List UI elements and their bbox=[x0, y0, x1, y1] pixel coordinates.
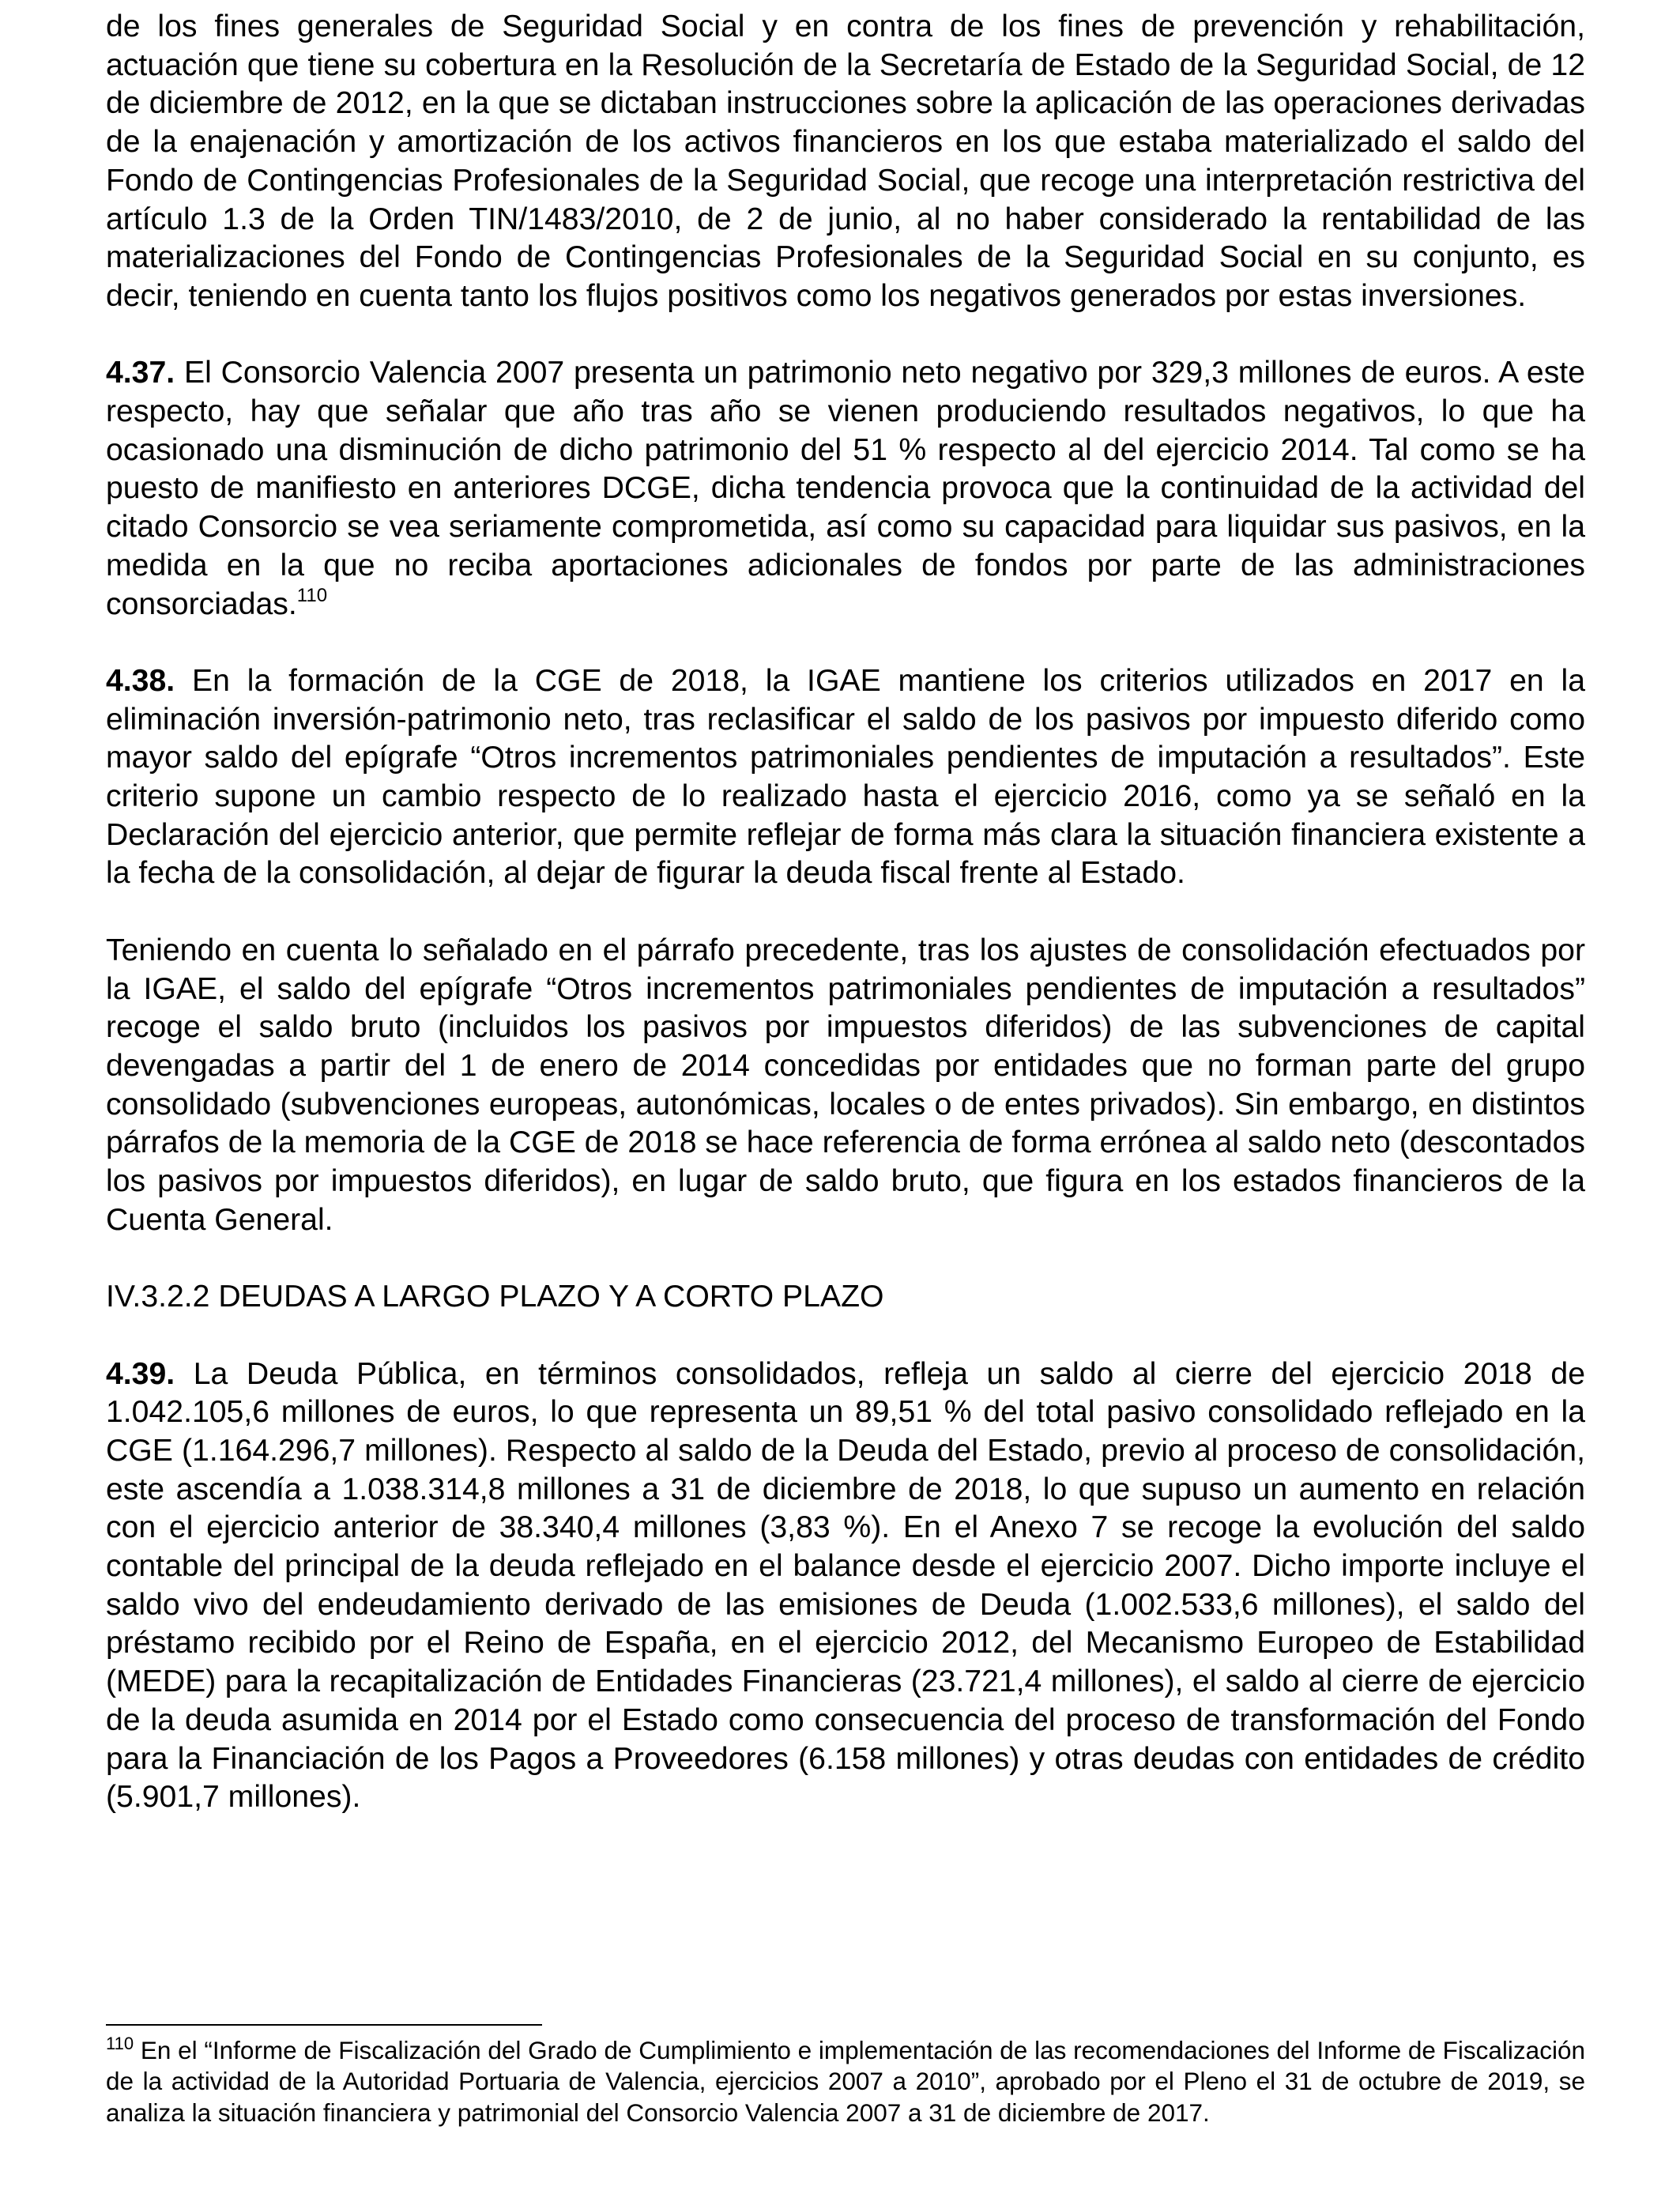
paragraph-4-38 bbox=[106, 662, 1585, 893]
paragraph-intro bbox=[106, 8, 1585, 316]
section-heading: IV.3.2.2 DEUDAS A LARGO PLAZO Y A CORTO PLAZO bbox=[106, 1280, 884, 1314]
paragraph-gap bbox=[106, 316, 1585, 355]
footnote-reference[interactable]: 110 bbox=[296, 584, 328, 606]
paragraph-gap bbox=[106, 893, 1585, 932]
document-body bbox=[106, 8, 1585, 1817]
paragraph-intro-text: de los fines generales de Seguridad Social y en contra de los fines de prevención y rehabilitación, actuación que tiene su cobertura en la Resolución de la Secretaría de Estado de la Seguridad Social, de 12 de diciembre de 2012, en la que se dictaban instrucciones sobre la aplicación de las operaciones derivadas de la enajenación y amortización de los activos financieros en los que estaba materializado el saldo del Fondo de Contingencias Profesionales de la Seguridad Social, que recoge una interpretación restrictiva del artículo 1.3 de la Orden TIN/1483/2010, de 2 de junio, al no haber considerado la rentabilidad de las materializaciones del Fondo de Contingencias Profesionales de la Seguridad Social en su conjunto, es decir, teniendo en cuenta tanto los flujos positivos como los negativos generados por estas inversiones. bbox=[106, 9, 1585, 313]
paragraph-gap bbox=[106, 1239, 1585, 1278]
footnote-separator bbox=[106, 2024, 542, 2026]
paragraph-gap bbox=[106, 624, 1585, 662]
paragraph-number: 4.39. bbox=[106, 1356, 175, 1391]
footnote-text: En el “Informe de Fiscalización del Grado de Cumplimiento e implementación de las recomendaciones del Informe de Fiscalización de la actividad de la Autoridad Portuaria de Valencia, ejercicios 2007 a 2010”, aprobado por el Pleno el 31 de octubre de 2019, se analiza la situación financiera y patrimonial del Consorcio Valencia 2007 a 31 de diciembre de 2017. bbox=[106, 2036, 1585, 2127]
paragraph-4-38-continued bbox=[106, 932, 1585, 1240]
paragraph-text: El Consorcio Valencia 2007 presenta un patrimonio neto negativo por 329,3 millones de euros. A este respecto, hay que señalar que año tras año se vienen produciendo resultados negativos, lo que ha ocasionado una disminución de dicho patrimonio del 51 % respecto al del ejercicio 2014. Tal como se ha puesto de manifiesto en anteriores DCGE, dicha tendencia provoca que la continuidad de la actividad del citado Consorcio se vea seriamente comprometida, así como su capacidad para liquidar sus pasivos, en la medida en la que no reciba aportaciones adicionales de fondos por parte de las administraciones consorciadas. bbox=[106, 356, 1585, 621]
paragraph-number: 4.38. bbox=[106, 663, 175, 698]
footnote bbox=[106, 2035, 1585, 2128]
paragraph-text: En la formación de la CGE de 2018, la IGAE mantiene los criterios utilizados en 2017 en la eliminación inversión-patrimonio neto, tras reclasificar el saldo de los pasivos por impuesto diferido como mayor saldo del epígrafe “Otros incrementos patrimoniales pendientes de imputación a resultados”. Este criterio supone un cambio respecto de lo realizado hasta el ejercicio 2016, como ya se señaló en la Declaración del ejercicio anterior, que permite reflejar de forma más clara la situación financiera existente a la fecha de la consolidación, al dejar de figurar la deuda fiscal frente al Estado. bbox=[106, 663, 1585, 891]
footnote-number: 110 bbox=[106, 2034, 134, 2053]
paragraph-gap bbox=[106, 1317, 1585, 1355]
paragraph-4-37 bbox=[106, 354, 1585, 624]
paragraph-text: La Deuda Pública, en términos consolidados, refleja un saldo al cierre del ejercicio 2018 de 1.042.105,6 millones de euros, lo que representa un 89,51 % del total pasivo consolidado reflejado en la CGE (1.164.296,7 millones). Respecto al saldo de la Deuda del Estado, previo al proceso de consolidación, este ascendía a 1.038.314,8 millones a 31 de diciembre de 2018, lo que supuso un aumento en relación con el ejercicio anterior de 38.340,4 millones (3,83 %). En el Anexo 7 se recoge la evolución del saldo contable del principal de la deuda reflejado en el balance desde el ejercicio 2007. Dicho importe incluye el saldo vivo del endeudamiento derivado de las emisiones de Deuda (1.002.533,6 millones), el saldo del préstamo recibido por el Reino de España, en el ejercicio 2012, del Mecanismo Europeo de Estabilidad (MEDE) para la recapitalización de Entidades Financieras (23.721,4 millones), el saldo al cierre de ejercicio de la deuda asumida en 2014 por el Estado como consecuencia del proceso de transformación del Fondo para la Financiación de los Pagos a Proveedores (6.158 millones) y otras deudas con entidades de crédito (5.901,7 millones). bbox=[106, 1356, 1585, 1815]
paragraph-4-39 bbox=[106, 1355, 1585, 1817]
paragraph-number: 4.37. bbox=[106, 356, 175, 390]
paragraph-text: Teniendo en cuenta lo señalado en el párrafo precedente, tras los ajustes de consolidación efectuados por la IGAE, el saldo del epígrafe “Otros incrementos patrimoniales pendientes de imputación a resultados” recoge el saldo bruto (incluidos los pasivos por impuestos diferidos) de las subvenciones de capital devengadas a partir del 1 de enero de 2014 concedidas por entidades que no forman parte del grupo consolidado (subvenciones europeas, autonómicas, locales o de entes privados). Sin embargo, en distintos párrafos de la memoria de la CGE de 2018 se hace referencia de forma errónea al saldo neto (descontados los pasivos por impuestos diferidos), en lugar de saldo bruto, que figura en los estados financieros de la Cuenta General. bbox=[106, 933, 1585, 1237]
